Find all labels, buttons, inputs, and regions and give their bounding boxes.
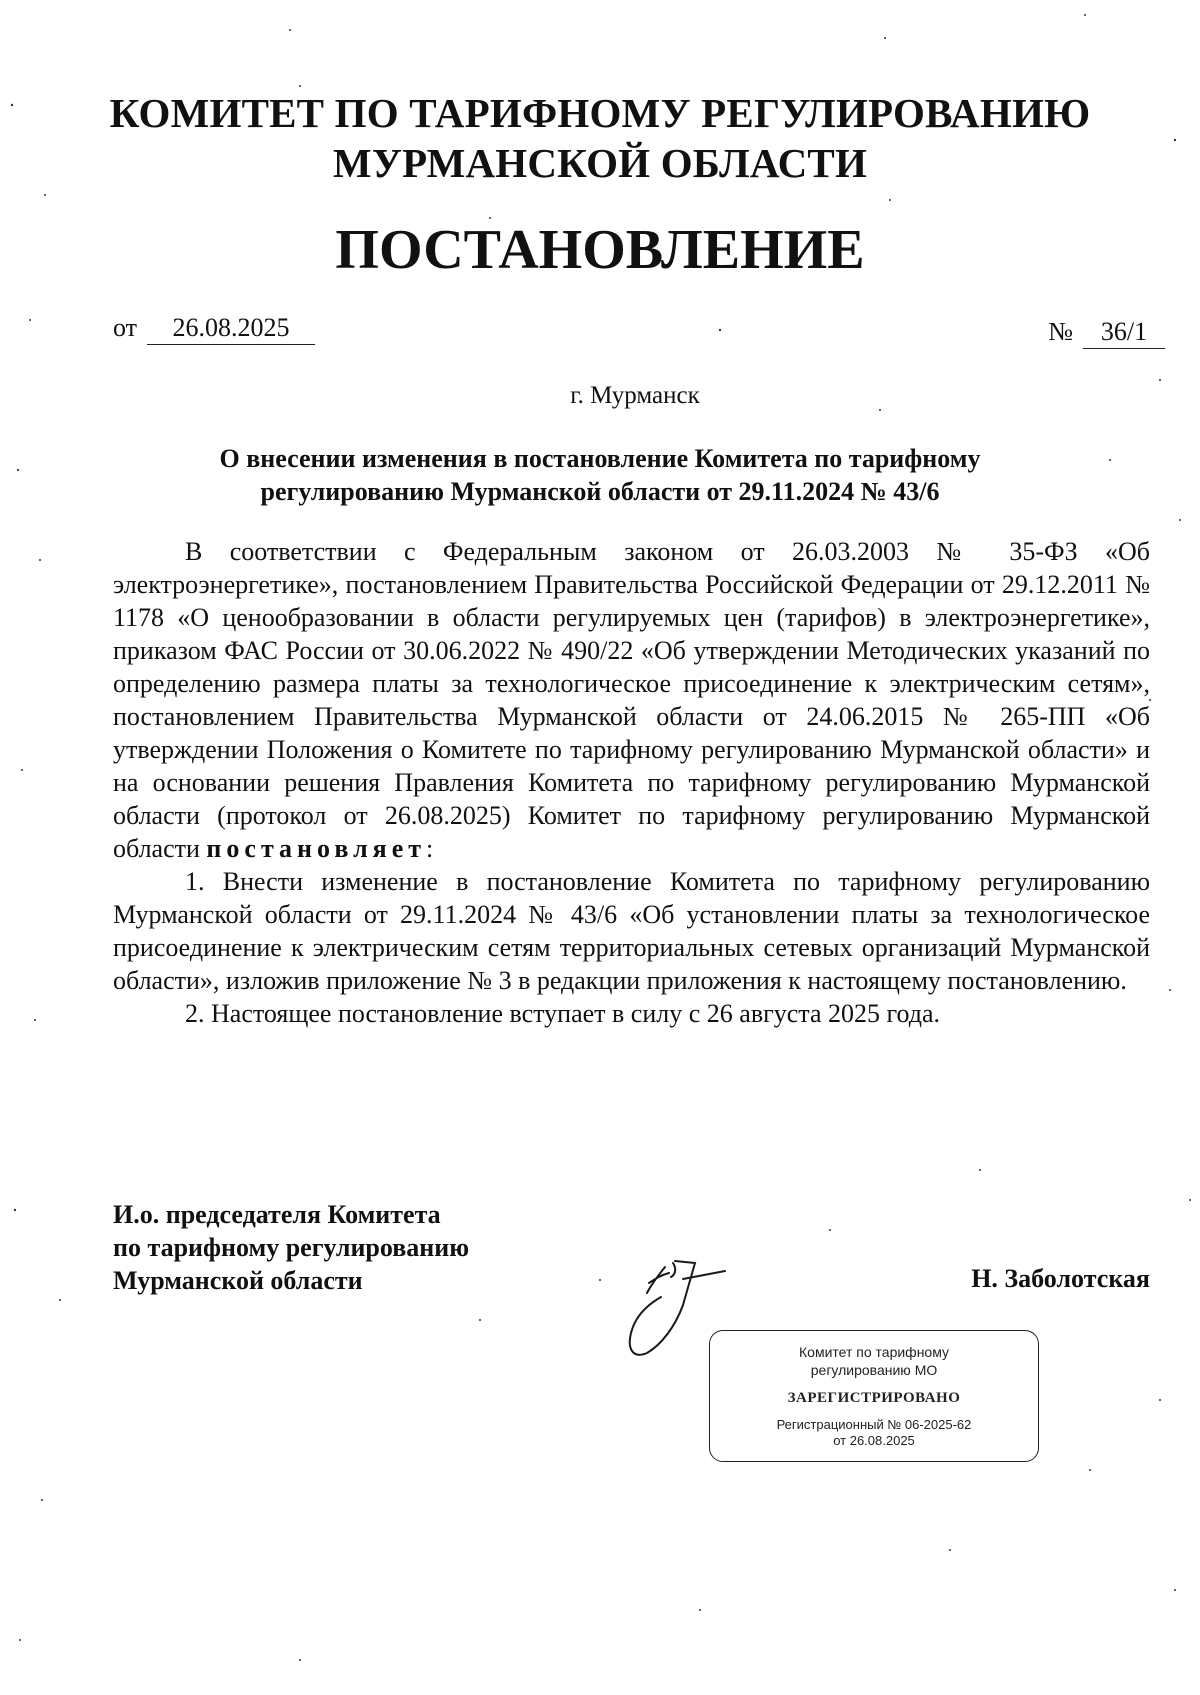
resolves-colon: :: [426, 834, 434, 863]
stamp-organization: [710, 1343, 1038, 1379]
document-city: г. Мурманск: [570, 382, 700, 409]
stamp-status: ЗАРЕГИСТРИРОВАНО: [787, 1390, 961, 1406]
stamp-org-line1: Комитет по тарифному: [799, 1344, 949, 1360]
document-number: [1048, 316, 1165, 349]
document-subject: [150, 442, 1050, 508]
document-date: [113, 312, 315, 345]
stamp-org-line2: регулированию МО: [810, 1362, 938, 1378]
signer-position: [113, 1198, 469, 1297]
signer-position-line3: Мурманской области: [113, 1266, 363, 1295]
preamble-text: В соответствии с Федеральным законом от 26.03.2003 № 35-ФЗ «Об электроэнергетике», постановлением Правительства Российской Федерации от 29.12.2011 № 1178 «О ценообразовании в области регулируемых цен (тарифов) в электроэнергетике», приказом ФАС России от 30.06.2022 № 490/22 «Об утверждении Методических указаний по определению размера платы за технологическое присоединение к электрическим сетям», постановлением Правительства Мурманской области от 24.06.2015 № 265-ПП «Об утверждении Положения о Комитете по тарифному регулированию Мурманской области» и на основании решения Правления Комитета по тарифному регулированию Мурманской области (протокол от 26.08.2025) Комитет по тарифному регулированию Мурманской области: [113, 537, 1150, 863]
stamp-reg-number: Регистрационный № 06-2025-62: [776, 1417, 972, 1432]
date-value: 26.08.2025: [147, 312, 315, 345]
resolves-word: постановляет: [206, 834, 427, 863]
body-preamble: [113, 535, 1150, 865]
organization-name-line2: МУРМАНСКОЙ ОБЛАСТИ: [332, 140, 868, 186]
subject-line1: О внесении изменения в постановление Комитета по тарифному: [219, 444, 981, 473]
signer-position-line2: по тарифному регулированию: [113, 1233, 470, 1262]
stamp-reg-date: от 26.08.2025: [833, 1433, 915, 1448]
signer-position-line1: И.о. председателя Комитета: [113, 1200, 441, 1229]
signer-name: Н. Заболотская: [971, 1264, 1150, 1293]
body-item-2: 2. Настоящее постановление вступает в силу с 26 августа 2025 года.: [185, 999, 941, 1028]
subject-line2: регулированию Мурманской области от 29.11.2024 № 43/6: [260, 477, 940, 506]
number-value: 36/1: [1083, 316, 1165, 349]
body-item-1: 1. Внести изменение в постановление Комитета по тарифному регулированию Мурманской области от 29.11.2024 № 43/6 «Об установлении платы за технологическое присоединение к электрическим сетям территориальных сетевых организаций Мурманской области», изложив приложение № 3 в редакции приложения к настоящему постановлению.: [113, 867, 1150, 995]
organization-name-line1: КОМИТЕТ ПО ТАРИФНОМУ РЕГУЛИРОВАНИЮ: [109, 90, 1091, 136]
organization-header: [100, 88, 1100, 188]
number-prefix: №: [1048, 317, 1073, 346]
stamp-registration: [710, 1417, 1038, 1449]
document-type-title: ПОСТАНОВЛЕНИЕ: [335, 219, 865, 281]
document-body: [113, 535, 1150, 1030]
date-prefix: от: [113, 313, 138, 342]
registration-stamp: [709, 1330, 1039, 1462]
